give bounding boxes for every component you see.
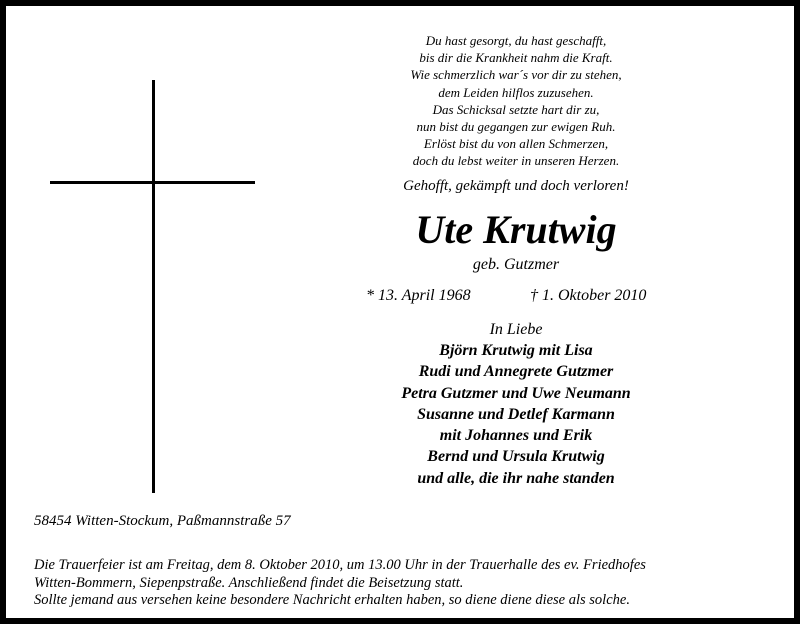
poem-line: Wie schmerzlich war´s vor dir zu stehen, <box>410 67 622 83</box>
cross-horizontal-bar <box>50 181 255 184</box>
mourner-line: mit Johannes und Erik <box>439 427 593 445</box>
motto: Gehofft, gekämpft und doch verloren! <box>403 178 629 194</box>
in-love-label: In Liebe <box>489 321 543 338</box>
poem-line: bis dir die Krankheit nahm die Kraft. <box>419 50 613 66</box>
birth-date: * 13. April 1968 <box>366 287 471 304</box>
footer-line: Die Trauerfeier ist am Freitag, dem 8. Oktober 2010, um 13.00 Uhr in der Trauerhalle des ev. Friedhofes <box>34 557 646 573</box>
mourner-line: und alle, die ihr nahe standen <box>417 469 615 487</box>
mourners-list <box>346 340 686 489</box>
birth-name: geb. Gutzmer <box>472 256 560 273</box>
mourner-line: Bernd und Ursula Krutwig <box>427 448 605 466</box>
death-date: † 1. Oktober 2010 <box>530 287 647 304</box>
poem-line: dem Leiden hilflos zuzusehen. <box>438 84 594 100</box>
footer-line: Witten-Bommern, Siepenpstraße. Anschließend findet die Beisetzung statt. <box>34 574 464 591</box>
mourner-line: Rudi und Annegrete Gutzmer <box>418 363 614 381</box>
footer-line: Sollte jemand aus versehen keine besondere Nachricht erhalten haben, so diene diene diese als solche. <box>34 592 630 608</box>
poem <box>346 32 686 170</box>
deceased-name: Ute Krutwig <box>415 207 617 252</box>
poem-line: Erlöst bist du von allen Schmerzen, <box>423 136 609 152</box>
funeral-information <box>34 557 774 610</box>
cross-vertical-bar <box>152 80 155 493</box>
poem-line: nun bist du gegangen zur ewigen Ruh. <box>416 119 616 135</box>
mourner-line: Petra Gutzmer und Uwe Neumann <box>401 384 631 402</box>
poem-line: doch du lebst weiter in unseren Herzen. <box>412 153 620 169</box>
poem-line: Das Schicksal setzte hart dir zu, <box>432 101 600 117</box>
poem-line: Du hast gesorgt, du hast geschafft, <box>425 33 607 48</box>
family-address: 58454 Witten-Stockum, Paßmannstraße 57 <box>34 513 291 529</box>
mourner-line: Susanne und Detlef Karmann <box>417 405 615 423</box>
mourner-line: Björn Krutwig mit Lisa <box>439 342 593 359</box>
